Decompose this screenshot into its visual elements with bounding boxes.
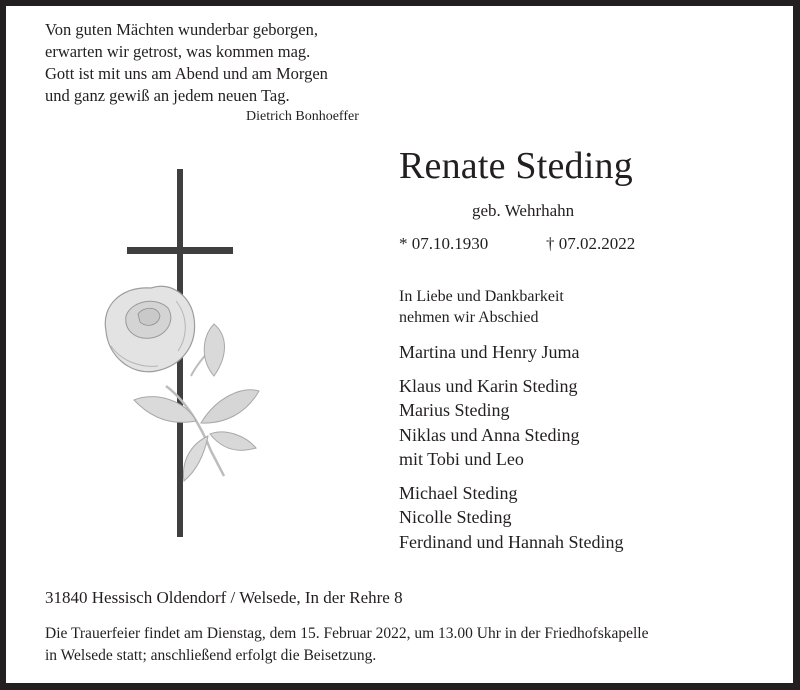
service-line: in Welsede statt; anschließend erfolgt die Beisetzung. — [45, 647, 377, 664]
address: 31840 Hessisch Oldendorf / Welsede, In der Rehre 8 — [45, 588, 403, 607]
mourner: Michael Steding — [399, 482, 518, 503]
poem-line: erwarten wir getrost, was kommen mag. — [45, 42, 311, 61]
mourner: Nicolle Steding — [399, 507, 512, 527]
mourner: Klaus und Karin Steding — [399, 375, 578, 396]
intro-line: In Liebe und Dankbarkeit — [399, 288, 564, 305]
mourner: Ferdinand und Hannah Steding — [399, 531, 624, 552]
mourner-group — [399, 481, 623, 555]
deceased-name: Renate Steding — [399, 145, 633, 187]
service-line: Die Trauerfeier findet am Dienstag, dem 15. Februar 2022, um 13.00 Uhr in der Friedhofskapelle — [45, 625, 649, 642]
mourner-group — [399, 340, 623, 365]
mourner: Niklas und Anna Steding — [399, 424, 580, 445]
mourner: Marius Steding — [399, 400, 510, 420]
mourners-list — [399, 340, 623, 563]
mourner-group — [399, 374, 623, 472]
farewell-intro — [399, 286, 564, 328]
funeral-service-info — [45, 623, 649, 667]
rose-icon — [96, 276, 266, 486]
death-date: † 07.02.2022 — [546, 234, 636, 253]
mourner: mit Tobi und Leo — [399, 449, 524, 469]
cross-icon-crossbar — [127, 247, 233, 254]
intro-line: nehmen wir Abschied — [399, 309, 539, 326]
poem-line: Von guten Mächten wunderbar geborgen, — [45, 20, 318, 39]
maiden-name: geb. Wehrhahn — [472, 201, 575, 220]
poem-line: und ganz gewiß an jedem neuen Tag. — [45, 86, 290, 105]
poem — [45, 19, 328, 107]
mourner: Martina und Henry Juma — [399, 342, 580, 362]
birth-date: * 07.10.1930 — [399, 234, 489, 253]
poem-line: Gott ist mit uns am Abend und am Morgen — [45, 64, 328, 83]
poem-author: Dietrich Bonhoeffer — [246, 109, 359, 124]
obituary-notice — [6, 6, 793, 683]
